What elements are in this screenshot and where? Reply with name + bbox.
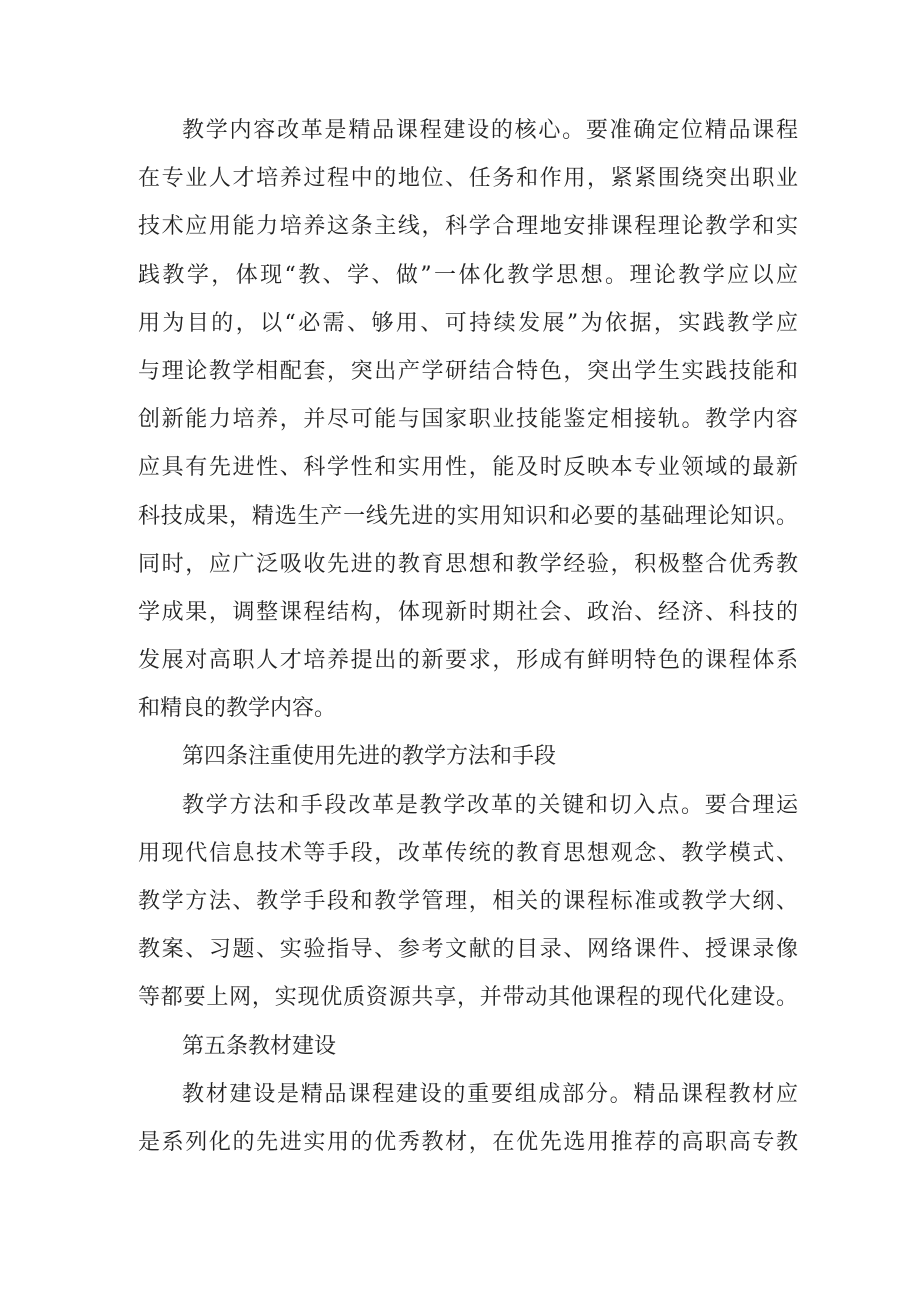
- text-line: 用现代信息技术等手段，改革传统的教育思想观念、教学模式、: [138, 840, 798, 866]
- text-line: 在专业人才培养过程中的地位、任务和作用，紧紧围绕突出职业: [138, 166, 798, 192]
- text-line: 创新能力培养，并尽可能与国家职业技能鉴定相接轨。教学内容: [138, 407, 798, 433]
- text-line: 践教学，体现“教、学、做”一体化教学思想。理论教学应以应: [138, 262, 798, 288]
- text-line: 学成果，调整课程结构，体现新时期社会、政治、经济、科技的: [138, 599, 798, 625]
- text-line: 教学内容改革是精品课程建设的核心。要准确定位精品课程: [182, 118, 798, 143]
- text-line: 等都要上网，实现优质资源共享，并带动其他课程的现代化建设。: [138, 985, 798, 1011]
- text-line: 教材建设是精品课程建设的重要组成部分。精品课程教材应: [182, 1081, 798, 1107]
- text-line: 发展对高职人才培养提出的新要求，形成有鲜明特色的课程体系: [138, 648, 798, 674]
- paragraph-teaching-methods: [138, 782, 798, 1023]
- section-heading-article-4: [138, 733, 798, 781]
- text-line: 同时，应广泛吸收先进的教育思想和教学经验，积极整合优秀教: [138, 551, 798, 577]
- paragraph-textbook-construction: [138, 1071, 798, 1167]
- text-line: 教案、习题、实验指导、参考文献的目录、网络课件、授课录像: [138, 937, 798, 963]
- text-line: 教学方法、教学手段和教学管理，相关的课程标准或教学大纲、: [138, 889, 798, 914]
- text-line: 应具有先进性、科学性和实用性，能及时反映本专业领域的最新: [138, 455, 798, 481]
- document-body: [138, 107, 798, 1167]
- text-line: 科技成果，精选生产一线先进的实用知识和必要的基础理论知识。: [138, 503, 798, 529]
- text-line: 技术应用能力培养这条主线，科学合理地安排课程理论教学和实: [138, 214, 798, 240]
- section-heading-article-5: [138, 1023, 798, 1071]
- text-line: 是系列化的先进实用的优秀教材，在优先选用推荐的高职高专教: [138, 1129, 798, 1155]
- text-line: 教学方法和手段改革是教学改革的关键和切入点。要合理运: [182, 792, 798, 818]
- text-line: 和精良的教学内容。: [138, 696, 337, 722]
- text-line: 用为目的，以“必需、够用、可持续发展”为依据，实践教学应: [138, 310, 798, 336]
- heading-text: 第四条注重使用先进的教学方法和手段: [182, 744, 557, 770]
- heading-text: 第五条教材建设: [182, 1033, 337, 1059]
- paragraph-content-reform: [138, 107, 798, 733]
- text-line: 与理论教学相配套，突出产学研结合特色，突出学生实践技能和: [138, 358, 798, 384]
